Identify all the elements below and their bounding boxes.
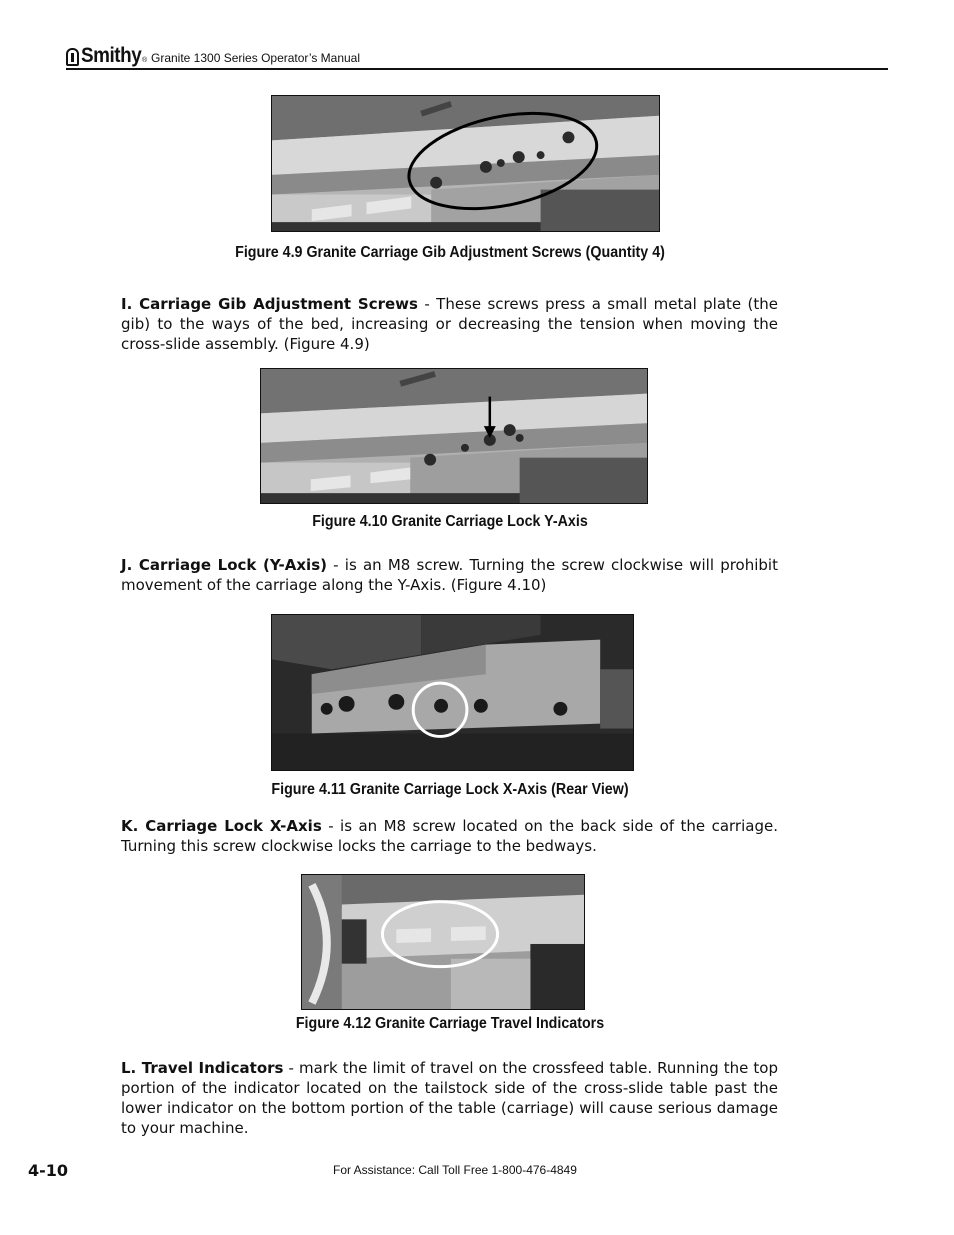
brand-name: Smithy	[81, 44, 142, 67]
figure-4-9-photo	[271, 95, 660, 232]
smithy-logo-icon	[66, 48, 79, 66]
assistance-phone: For Assistance: Call Toll Free 1-800-476-4849	[333, 1163, 577, 1177]
section-j-body: - is an M8 screw. Turning the screw clockwise will prohibit movement of the carriage along the Y-Axis. (Figure 4.10)	[121, 556, 778, 594]
section-l-text	[121, 1058, 778, 1138]
section-i-term: I. Carriage Gib Adjustment Screws	[121, 295, 418, 313]
figure-4-9-caption: Figure 4.9 Granite Carriage Gib Adjustment Screws (Quantity 4)	[235, 244, 665, 261]
section-j-term: J. Carriage Lock (Y-Axis)	[121, 556, 327, 574]
brand-logo	[66, 42, 147, 66]
figure-4-10-photo	[260, 368, 648, 504]
section-k-text	[121, 816, 778, 856]
section-k-term: K. Carriage Lock X-Axis	[121, 817, 322, 835]
section-i-body: - These screws press a small metal plate (the gib) to the ways of the bed, increasing or decreasing the tension when moving the cross-slide assembly. (Figure 4.9)	[121, 295, 778, 353]
figure-4-10-caption: Figure 4.10 Granite Carriage Lock Y-Axis	[312, 513, 588, 530]
figure-4-11-caption: Figure 4.11 Granite Carriage Lock X-Axis (Rear View)	[271, 781, 629, 798]
figure-4-11-photo	[271, 614, 634, 771]
section-k-body: - is an M8 screw located on the back side of the carriage. Turning this screw clockwise locks the carriage to the bedways.	[121, 817, 778, 855]
manual-title: Granite 1300 Series Operator’s Manual	[151, 51, 361, 65]
section-l-body: - mark the limit of travel on the crossfeed table. Running the top portion of the indicator located on the tailstock side of the cross-slide table past the lower indicator on the bottom portion of the table (carriage) will cause serious damage to your machine.	[121, 1059, 778, 1137]
header-divider	[66, 68, 888, 70]
section-i-text	[121, 294, 778, 354]
page-number: 4-10	[28, 1161, 69, 1180]
section-l-term: L. Travel Indicators	[121, 1059, 284, 1077]
figure-4-12-caption: Figure 4.12 Granite Carriage Travel Indicators	[295, 1015, 605, 1032]
section-j-text	[121, 555, 778, 595]
registered-mark: ®	[142, 57, 148, 64]
figure-4-12-photo	[301, 874, 585, 1010]
